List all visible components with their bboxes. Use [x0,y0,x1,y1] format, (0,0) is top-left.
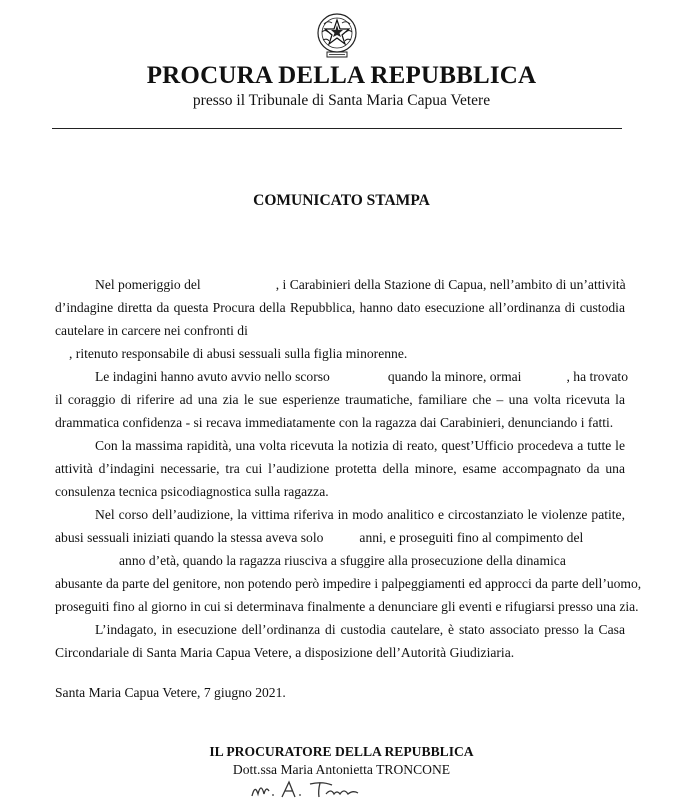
body-line: Le indagini hanno avuto avvio nello scorso quando la minore, ormai , ha trovato [95,369,628,384]
office-name: PROCURA DELLA REPUBBLICA [146,62,537,89]
place-date: Santa Maria Capua Vetere, 7 giugno 2021. [55,685,286,700]
body-line: Nel corso dell’audizione, la vittima riferiva in modo analitico e circostanziato le violenze patite, [95,507,625,522]
document-title: COMUNICATO STAMPA [253,192,430,209]
office-subtitle: presso il Tribunale di Santa Maria Capua Vetere [192,92,491,109]
body-line: anno d’età, quando la ragazza riusciva a sfuggire alla prosecuzione della dinamica [119,553,566,568]
body-line: proseguiti fino al giorno in cui si determinava finalmente a denunciare gli eventi e rifugiarsi presso una zia. [55,599,639,614]
signatory-title: IL PROCURATORE DELLA REPUBBLICA [209,744,474,759]
body-line: d’indagine diretta da questa Procura della Repubblica, hanno dato esecuzione all’ordinanza di custodia [55,300,625,315]
body-line: L’indagato, in esecuzione dell’ordinanza di custodia cautelare, è stato associato presso la Casa [95,622,625,637]
body-line: Nel pomeriggio del , i Carabinieri della Stazione di Capua, nell’ambito di un’attività [95,277,626,292]
body-line: Con la massima rapidità, una volta ricevuta la notizia di reato, quest’Ufficio procedeva a tutte le [95,438,625,453]
body-line: drammatica confidenza - si recava immediatamente con la ragazza dai Carabinieri, denunciando i fatti. [55,415,614,430]
body-line: consulenza tecnica psicodiagnostica sulla ragazza. [55,484,329,499]
signatory-name: Dott.ssa Maria Antonietta TRONCONE [232,762,451,777]
body-line: abusante da parte del genitore, non potendo però impedire i palpeggiamenti ed approcci da parte dell’uomo, [55,576,642,591]
body-line: abusi sessuali iniziati quando la stessa aveva solo anni, e proseguiti fino al compimento del [55,530,584,545]
body-line: cautelare in carcere nei confronti di [55,323,248,338]
body-line: attività d’indagini necessarie, tra cui l’audizione protetta della minore, esame accompagnato da una [55,461,625,476]
body-line: il coraggio di riferire ad una zia le sue esperienze traumatiche, familiare che – una volta ricevuta la [55,392,625,407]
body-line: , ritenuto responsabile di abusi sessuali sulla figlia minorenne. [69,346,408,361]
body-line: Circondariale di Santa Maria Capua Vetere, a disposizione dell’Autorità Giudiziaria. [55,645,515,660]
header-divider [52,128,622,129]
handwritten-signature [248,778,378,800]
italian-republic-emblem-icon [315,8,359,62]
